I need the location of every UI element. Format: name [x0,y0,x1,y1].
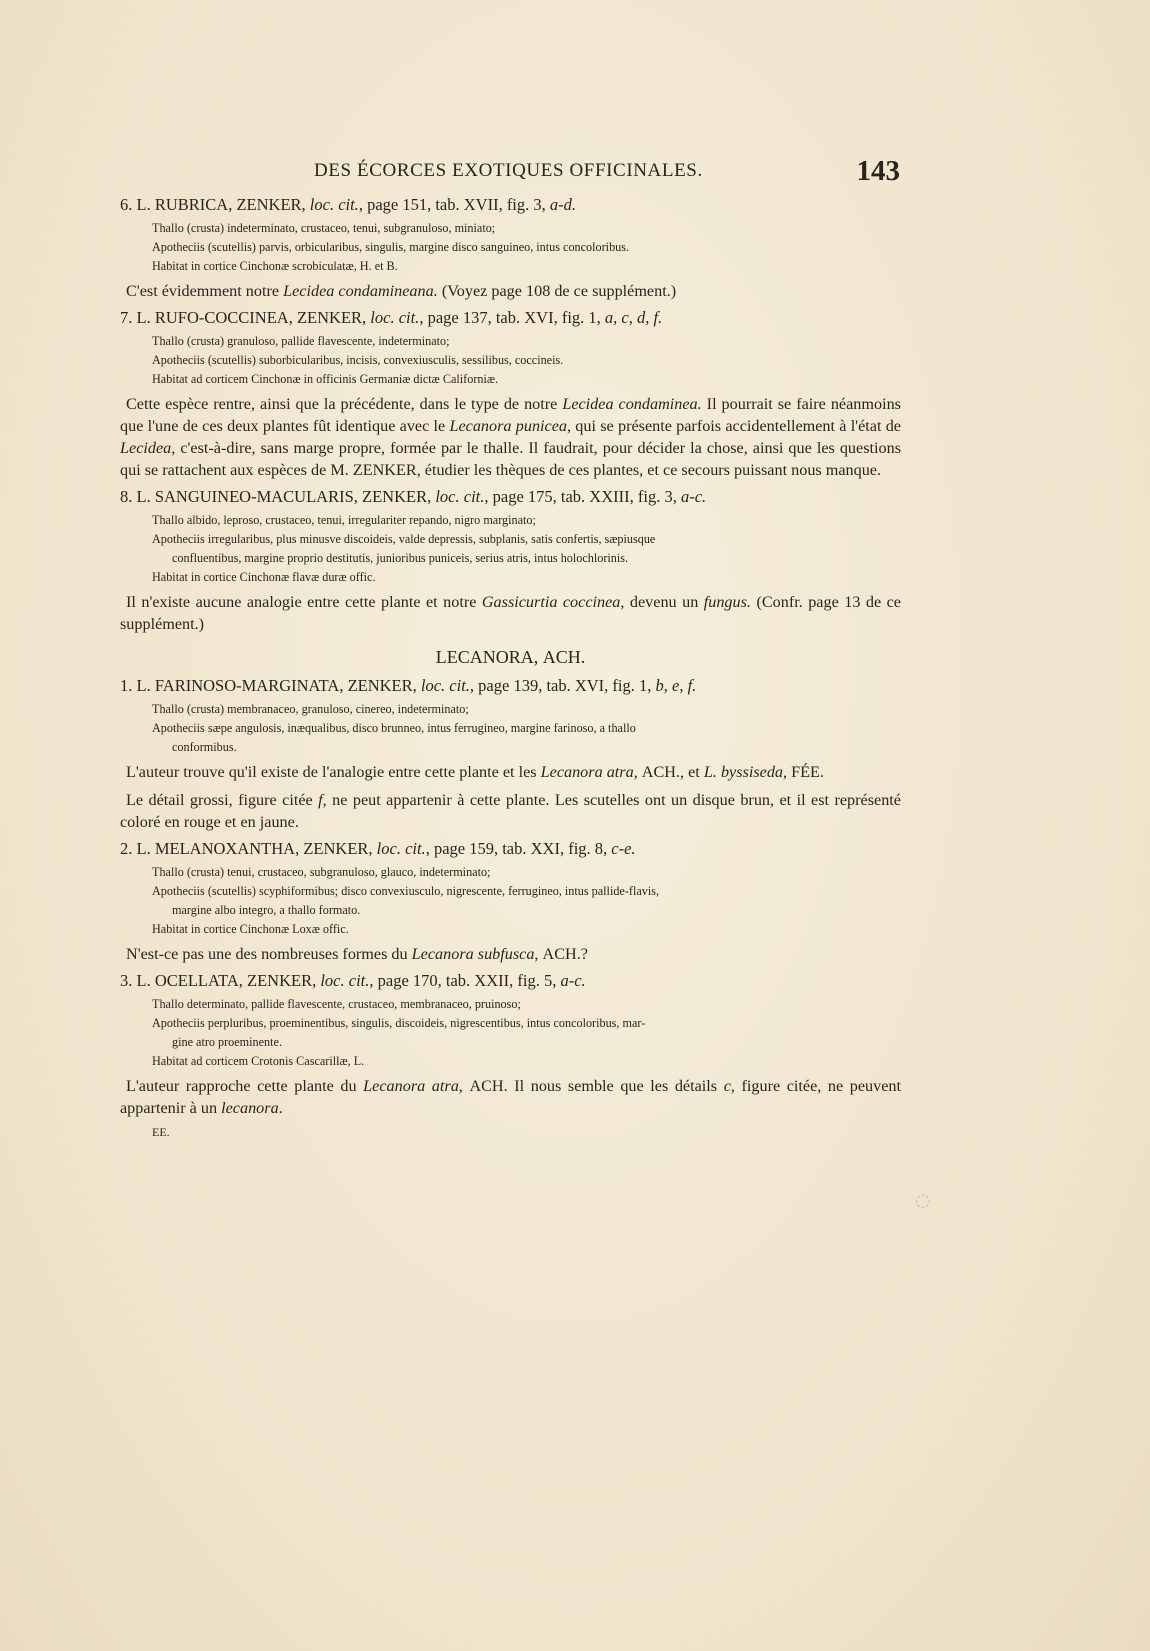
entry-7-comment: Cette espèce rentre, ainsi que la précédente, dans le type de notre Lecidea condaminea. Il pourrait se faire néanmoins que l'une de ces deux plantes fût identique avec le Lecanora punicea, qui se présente parfois accidentellement à l'état de Lecidea, c'est-à-dire, sans marge propre, formée par le thalle. Il faudrait, pour décider la chose, ainsi que les questions qui se rattachent aux espèces de M. ZENKER, étudier les thèques de ces plantes, et ce secours puissant nous manque. [120,395,901,479]
page-content [120,190,901,1140]
entry-6-comment: C'est évidemment notre Lecidea condamineana. (Voyez page 108 de ce supplément.) [126,282,677,300]
lecanora-2-heading: 2. L. MELANOXANTHA, ZENKER, loc. cit., page 159, tab. XXI, fig. 8, c-e. [120,839,636,858]
page-number: 143 [856,155,900,187]
page-header [120,155,900,189]
lecanora-1-comment-1: L'auteur trouve qu'il existe de l'analogie entre cette plante et les Lecanora atra, ACH., et L. byssiseda, FÉE. [126,763,824,781]
lecanora-1-heading: 1. L. FARINOSO-MARGINATA, ZENKER, loc. cit., page 139, tab. XVI, fig. 1, b, e, f. [120,676,697,695]
running-title: DES ÉCORCES EXOTIQUES OFFICINALES. [314,160,703,181]
lecanora-2-description: Thallo (crusta) tenui, crustaceo, subgranuloso, glauco, indeterminato; Apotheciis (scutellis) scyphiformibus; disco convexiusculo, nigrescente, ferrugineo, intus pallide-flavis, margine albo integro, a thallo formato. Habitat in cortice Cinchonæ Loxæ offic. [152,865,660,936]
signature-mark: EE. [152,1125,170,1139]
entry-8-comment: Il n'existe aucune analogie entre cette plante et notre Gassicurtia coccinea, devenu un fungus. (Confr. page 13 de ce supplément.) [120,593,901,633]
lecanora-2-comment: N'est-ce pas une des nombreuses formes du Lecanora subfusca, ACH.? [126,945,588,963]
entry-6-description: Thallo (crusta) indeterminato, crustaceo, tenui, subgranuloso, miniato; Apotheciis (scutellis) parvis, orbicularibus, singulis, margine disco sanguineo, intus concoloribus. Habitat in cortice Cinchonæ scrobiculatæ, H. et B. [152,221,630,273]
section-title-lecanora: LECANORA, ACH. [435,647,586,667]
entry-8-heading: 8. L. SANGUINEO-MACULARIS, ZENKER, loc. cit., page 175, tab. XXIII, fig. 3, a-c. [120,487,707,506]
paper-blemish: ◌ [915,1190,931,1211]
lecanora-3-description: Thallo determinato, pallide flavescente, crustaceo, membranaceo, pruinoso; Apotheciis perpluribus, proeminentibus, singulis, discoideis, nigrescentibus, intus concoloribus, mar- gine atro proeminente. Habitat ad corticem Crotonis Cascarillæ, L. [152,997,646,1068]
entry-8-description: Thallo albido, leproso, crustaceo, tenui, irregulariter repando, nigro marginato; Apotheciis irregularibus, plus minusve discoideis, valde depressis, subplanis, satis confertis, sæpiusque confluentibus, margine proprio destitutis, junioribus puniceis, serius atris, intus holochlorinis. Habitat in cortice Cinchonæ flavæ duræ offic. [152,513,656,584]
entry-7-description: Thallo (crusta) granuloso, pallide flavescente, indeterminato; Apotheciis (scutellis) suborbicularibus, incisis, convexiusculis, sessilibus, coccineis. Habitat ad corticem Cinchonæ in officinis Germaniæ dictæ Californiæ. [152,334,564,386]
lecanora-3-comment: L'auteur rapproche cette plante du Lecanora atra, ACH. Il nous semble que les détails c, figure citée, ne peuvent appartenir à un lecanora. [120,1077,902,1117]
lecanora-3-heading: 3. L. OCELLATA, ZENKER, loc. cit., page 170, tab. XXII, fig. 5, a-c. [120,971,586,990]
entry-6-heading: 6. L. RUBRICA, ZENKER, loc. cit., page 151, tab. XVII, fig. 3, a-d. [120,195,577,214]
entry-7-heading: 7. L. RUFO-COCCINEA, ZENKER, loc. cit., page 137, tab. XVI, fig. 1, a, c, d, f. [120,308,663,327]
lecanora-1-description: Thallo (crusta) membranaceo, granuloso, cinereo, indeterminato; Apotheciis sæpe angulosis, inæqualibus, disco brunneo, intus ferrugineo, margine farinoso, a thallo conformibus. [152,702,636,754]
lecanora-1-comment-2: Le détail grossi, figure citée f, ne peut appartenir à cette plante. Les scutelles ont un disque brun, et il est représenté coloré en rouge et en jaune. [120,791,901,831]
